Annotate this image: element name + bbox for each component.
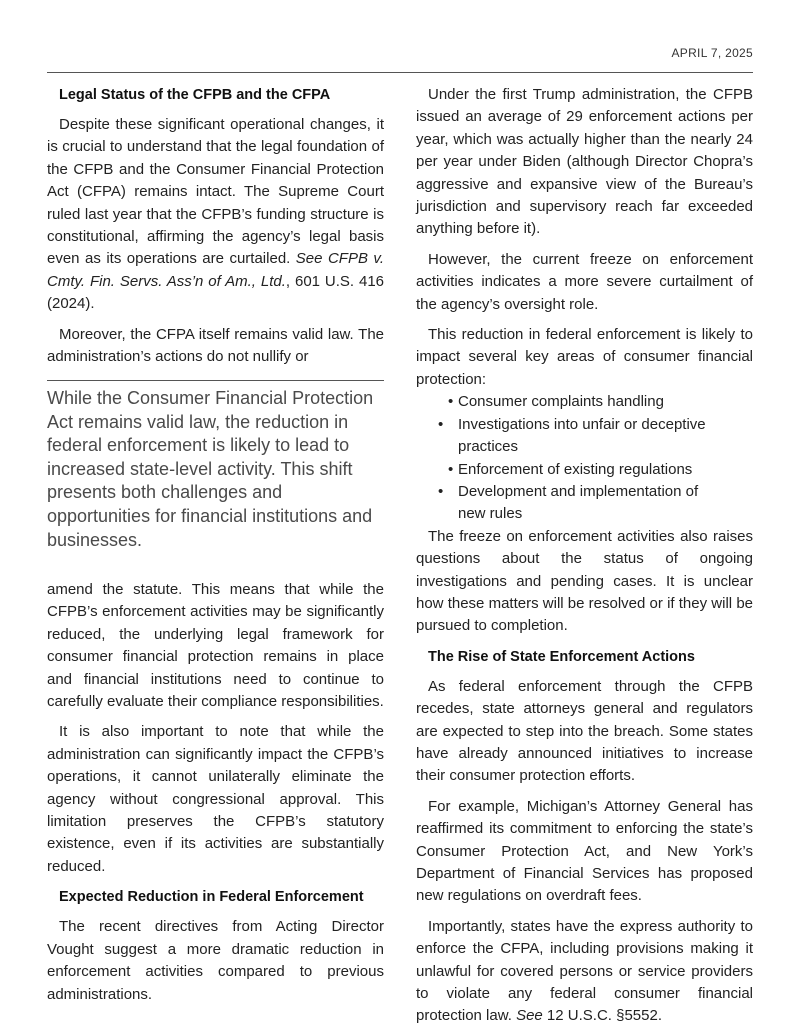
paragraph-cfpa-valid: Moreover, the CFPA itself remains valid law. The administration’s actions do not nullify or xyxy=(47,325,384,366)
bullet-icon: • xyxy=(438,482,444,500)
citation-signal: See xyxy=(516,1007,543,1025)
list-item-text: Development and implementation of new rules xyxy=(458,482,699,523)
list-item-text: Enforcement of existing regulations xyxy=(458,460,693,478)
paragraph-ongoing-investigations: The freeze on enforcement activities also raises questions about the status of ongoing investigations and pending cases. It is unclear how these matters will be resolved or if they will be pursued to completion. xyxy=(416,527,753,635)
paragraph-statute-continuation: amend the statute. This means that while the CFPB’s enforcement activities may be significantly reduced, the underlying legal framework for consumer financial protection remains in place and financial institutions need to continue to carefully evaluate their compliance responsibilities. xyxy=(47,581,384,711)
paragraph-enforcement-averages: Under the first Trump administration, the CFPB issued an average of 29 enforcement actions per year, which was actually higher than the nearly 24 per year under Biden (although Director Chopra’s aggressive and expansive view of the Bureau’s jurisdiction and supervisory reach far exceeded anything before it). xyxy=(416,86,753,238)
paragraph-legal-foundation xyxy=(47,114,384,316)
left-column-top xyxy=(47,84,384,376)
paragraph-key-areas-intro: This reduction in federal enforcement is likely to impact several key areas of consumer financial protection: xyxy=(416,326,753,388)
paragraph-current-freeze: However, the current freeze on enforcement activities indicates a more severe curtailment of the agency’s oversight role. xyxy=(416,250,753,313)
bullet-icon: • xyxy=(438,415,444,433)
section-heading-expected-reduction: Expected Reduction in Federal Enforcement xyxy=(59,889,364,906)
list-item-text: Investigations into unfair or deceptive practices xyxy=(458,415,706,456)
section-heading-state-enforcement: The Rise of State Enforcement Actions xyxy=(428,648,695,665)
pull-quote: While the Consumer Financial Protection Act remains valid law, the reduction in federal enforcement is likely to lead to increased state-level activity. This shift presents both challenges and opportunities for financial institutions and businesses. xyxy=(47,388,374,550)
paragraph-text: Despite these significant operational changes, it is crucial to understand that the legal foundation of the CFPB and the Consumer Financial Protection Act (CFPA) remains intact. The Supreme Court ruled last year that the CFPB’s funding structure is constitutional, affirming the agency’s legal basis even as its operations are curtailed. xyxy=(47,116,384,268)
list-item xyxy=(438,414,753,459)
case-citation-reporter: , 601 U.S. 416 (2024). xyxy=(47,272,385,313)
bullet-icon: • xyxy=(448,393,454,411)
list-item xyxy=(448,459,753,481)
right-column xyxy=(416,84,753,1036)
bullet-icon: • xyxy=(448,460,454,478)
statute-citation: 12 U.S.C. §5552. xyxy=(542,1007,663,1025)
page-date: APRIL 7, 2025 xyxy=(671,46,753,60)
paragraph-text: Importantly, states have the express authority to enforce the CFPA, including provisions making it unlawful for covered persons or service providers to violate any federal consumer financial protection law. xyxy=(416,917,753,1025)
pull-quote-divider xyxy=(47,380,384,381)
header-divider xyxy=(47,72,753,73)
paragraph-state-attorneys-general: As federal enforcement through the CFPB recedes, state attorneys general and regulators are expected to step into the breach. Some states have already announced initiatives to increase their consumer protection efforts. xyxy=(416,677,753,785)
paragraph-vought-directives: The recent directives from Acting Director Vought suggest a more dramatic reduction in enforcement activities compared to previous administrations. xyxy=(47,918,384,1003)
case-citation: See CFPB v. Cmty. Fin. Servs. Ass’n of Am., Ltd. xyxy=(47,250,384,290)
key-areas-list xyxy=(416,391,753,525)
list-item xyxy=(448,391,753,413)
paragraph-congressional-approval: It is also important to note that while the administration can significantly impact the CFPB’s operations, it cannot unilaterally eliminate the agency without congressional approval. This limitation preserves the CFPB’s statutory existence, even if its activities are substantially reduced. xyxy=(47,723,384,875)
paragraph-michigan-new-york: For example, Michigan’s Attorney General has reaffirmed its commitment to enforcing the state’s Consumer Protection Act, and New York’s Department of Financial Services has proposed new regulations on overdraft fees. xyxy=(416,797,753,905)
section-heading-legal-status: Legal Status of the CFPB and the CFPA xyxy=(59,87,331,103)
list-item-text: Consumer complaints handling xyxy=(458,393,664,411)
list-item xyxy=(438,481,753,526)
paragraph-state-authority xyxy=(416,916,753,1028)
left-column-bottom xyxy=(47,579,384,1014)
